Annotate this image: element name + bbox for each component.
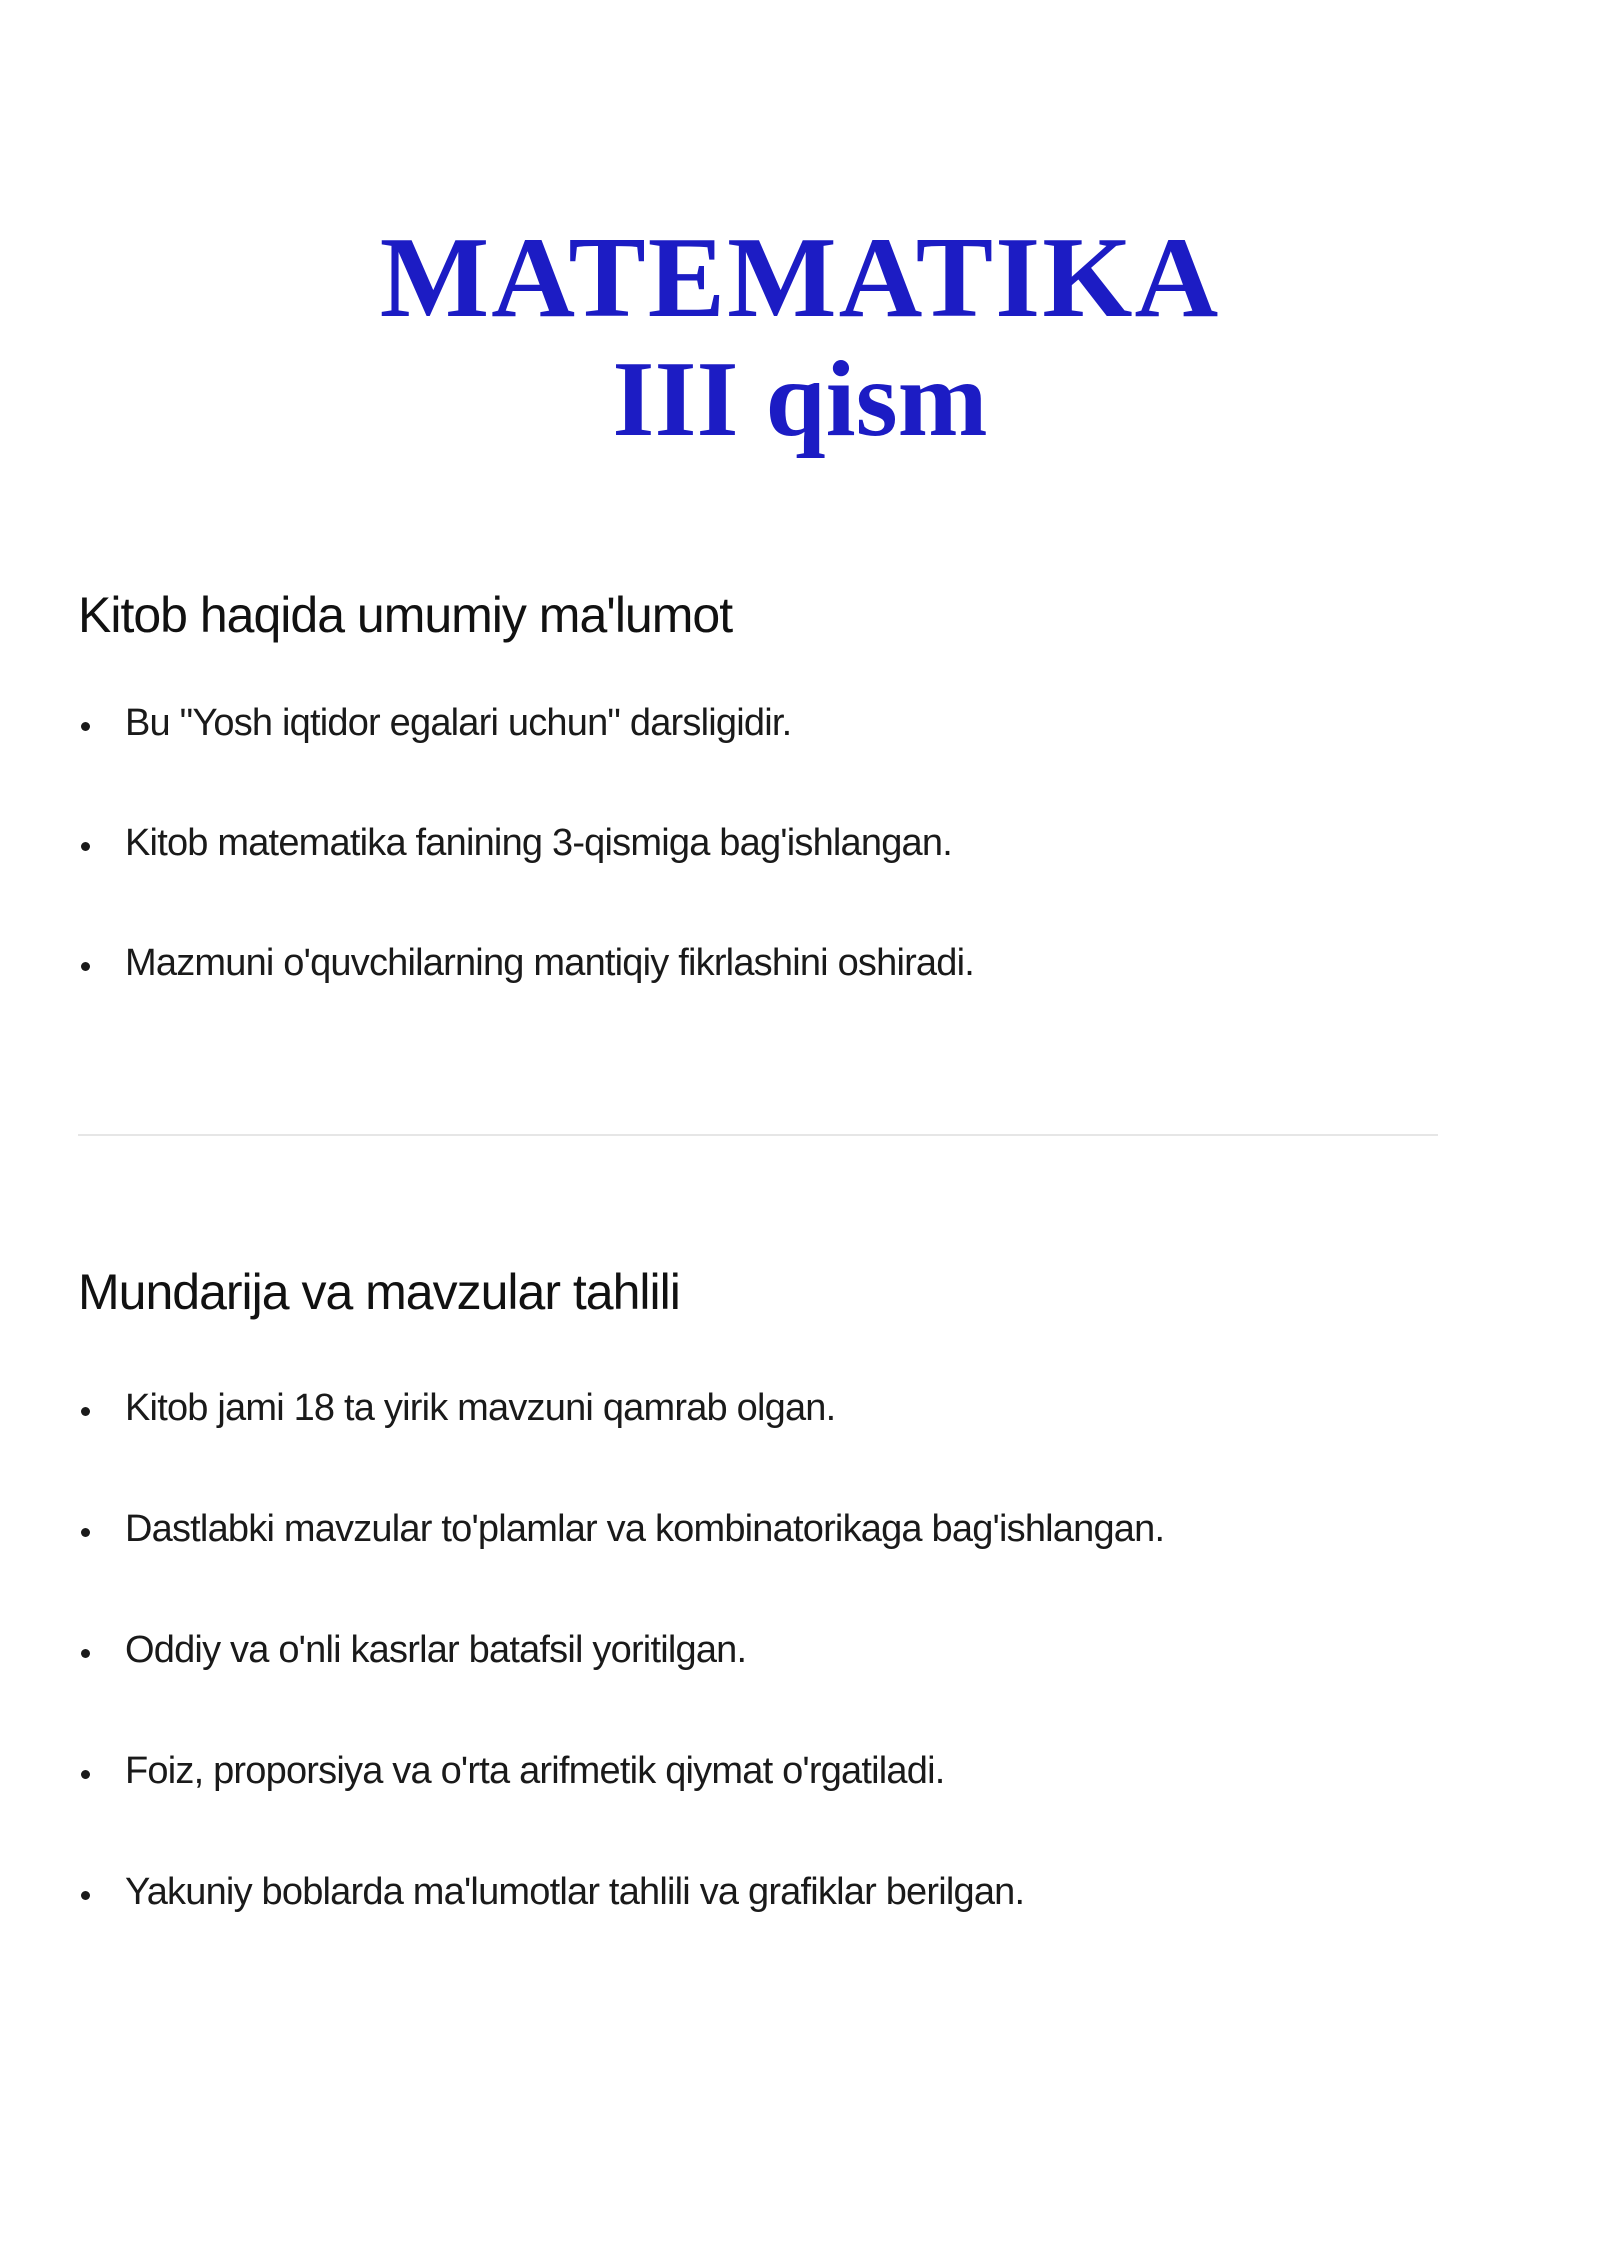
section-heading: Kitob haqida umumiy ma'lumot xyxy=(78,587,733,643)
section-general-info xyxy=(78,585,1438,987)
bullet-list xyxy=(78,699,1438,987)
title-subtitle: III qism xyxy=(612,340,988,459)
list-item: Bu "Yosh iqtidor egalari uchun" darsligidir. xyxy=(78,699,1438,747)
list-item: Oddiy va o'nli kasrlar batafsil yoritilgan. xyxy=(78,1626,1438,1674)
list-item: Mazmuni o'quvchilarning mantiqiy fikrlashini oshiradi. xyxy=(78,939,1438,987)
list-item: Foiz, proporsiya va o'rta arifmetik qiymat o'rgatiladi. xyxy=(78,1747,1438,1795)
section-divider xyxy=(78,1134,1438,1136)
list-item: Yakuniy boblarda ma'lumotlar tahlili va grafiklar berilgan. xyxy=(78,1868,1438,1916)
title-main: MATEMATIKA xyxy=(379,214,1221,342)
section-heading: Mundarija va mavzular tahlili xyxy=(78,1264,680,1320)
section-contents-analysis xyxy=(78,1262,1438,1916)
list-item: Kitob matematika fanining 3-qismiga bag'ishlangan. xyxy=(78,819,1438,867)
book-title xyxy=(0,215,1600,459)
list-item: Dastlabki mavzular to'plamlar va kombinatorikaga bag'ishlangan. xyxy=(78,1505,1438,1553)
bullet-list xyxy=(78,1384,1438,1916)
list-item: Kitob jami 18 ta yirik mavzuni qamrab olgan. xyxy=(78,1384,1438,1432)
